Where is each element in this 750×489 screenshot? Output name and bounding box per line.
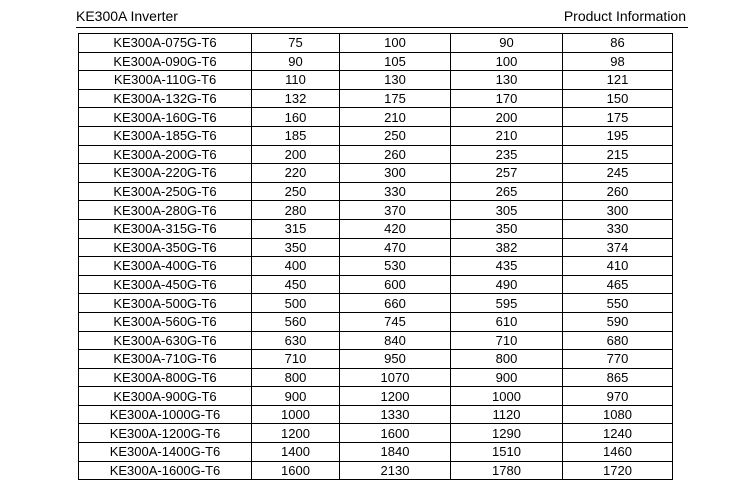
value-cell-4: 150 [563, 89, 673, 108]
value-cell-4: 550 [563, 294, 673, 313]
value-cell-3: 90 [451, 34, 563, 53]
value-cell-1: 200 [252, 145, 340, 164]
value-cell-2: 105 [340, 52, 451, 71]
value-cell-2: 130 [340, 71, 451, 90]
value-cell-4: 865 [563, 368, 673, 387]
page-header [76, 8, 688, 28]
value-cell-2: 530 [340, 257, 451, 276]
value-cell-2: 420 [340, 219, 451, 238]
model-spec-table [78, 33, 673, 480]
table-row [79, 350, 673, 369]
value-cell-4: 1240 [563, 424, 673, 443]
value-cell-2: 175 [340, 89, 451, 108]
value-cell-1: 560 [252, 312, 340, 331]
model-cell: KE300A-800G-T6 [79, 368, 252, 387]
table-row [79, 164, 673, 183]
value-cell-3: 235 [451, 145, 563, 164]
value-cell-3: 257 [451, 164, 563, 183]
value-cell-2: 1200 [340, 387, 451, 406]
value-cell-3: 210 [451, 126, 563, 145]
value-cell-4: 175 [563, 108, 673, 127]
model-cell: KE300A-220G-T6 [79, 164, 252, 183]
model-cell: KE300A-900G-T6 [79, 387, 252, 406]
value-cell-4: 245 [563, 164, 673, 183]
value-cell-4: 410 [563, 257, 673, 276]
value-cell-2: 840 [340, 331, 451, 350]
value-cell-2: 600 [340, 275, 451, 294]
value-cell-2: 2130 [340, 461, 451, 480]
value-cell-1: 630 [252, 331, 340, 350]
value-cell-3: 100 [451, 52, 563, 71]
model-cell: KE300A-630G-T6 [79, 331, 252, 350]
table-row [79, 294, 673, 313]
table-row [79, 387, 673, 406]
value-cell-1: 1000 [252, 405, 340, 424]
model-cell: KE300A-1600G-T6 [79, 461, 252, 480]
model-cell: KE300A-560G-T6 [79, 312, 252, 331]
value-cell-2: 1840 [340, 443, 451, 462]
value-cell-1: 132 [252, 89, 340, 108]
model-cell: KE300A-1000G-T6 [79, 405, 252, 424]
table-row [79, 89, 673, 108]
value-cell-1: 250 [252, 182, 340, 201]
value-cell-3: 1780 [451, 461, 563, 480]
model-cell: KE300A-315G-T6 [79, 219, 252, 238]
section-title: Product Information [563, 8, 686, 24]
value-cell-2: 470 [340, 238, 451, 257]
value-cell-4: 1720 [563, 461, 673, 480]
model-cell: KE300A-200G-T6 [79, 145, 252, 164]
value-cell-3: 1000 [451, 387, 563, 406]
value-cell-1: 450 [252, 275, 340, 294]
value-cell-2: 1600 [340, 424, 451, 443]
table-row [79, 443, 673, 462]
value-cell-3: 710 [451, 331, 563, 350]
value-cell-2: 250 [340, 126, 451, 145]
value-cell-4: 260 [563, 182, 673, 201]
value-cell-1: 1200 [252, 424, 340, 443]
value-cell-4: 680 [563, 331, 673, 350]
value-cell-3: 350 [451, 219, 563, 238]
value-cell-3: 490 [451, 275, 563, 294]
model-cell: KE300A-450G-T6 [79, 275, 252, 294]
model-cell: KE300A-250G-T6 [79, 182, 252, 201]
value-cell-3: 800 [451, 350, 563, 369]
value-cell-3: 200 [451, 108, 563, 127]
value-cell-4: 1080 [563, 405, 673, 424]
value-cell-2: 210 [340, 108, 451, 127]
value-cell-2: 370 [340, 201, 451, 220]
model-cell: KE300A-110G-T6 [79, 71, 252, 90]
value-cell-2: 950 [340, 350, 451, 369]
table-row [79, 108, 673, 127]
value-cell-1: 110 [252, 71, 340, 90]
table-row [79, 424, 673, 443]
value-cell-4: 98 [563, 52, 673, 71]
value-cell-1: 315 [252, 219, 340, 238]
value-cell-4: 1460 [563, 443, 673, 462]
value-cell-1: 90 [252, 52, 340, 71]
model-cell: KE300A-500G-T6 [79, 294, 252, 313]
value-cell-3: 1290 [451, 424, 563, 443]
value-cell-3: 305 [451, 201, 563, 220]
value-cell-4: 195 [563, 126, 673, 145]
model-cell: KE300A-075G-T6 [79, 34, 252, 53]
value-cell-3: 382 [451, 238, 563, 257]
value-cell-4: 374 [563, 238, 673, 257]
value-cell-3: 1510 [451, 443, 563, 462]
value-cell-2: 300 [340, 164, 451, 183]
value-cell-3: 595 [451, 294, 563, 313]
value-cell-1: 400 [252, 257, 340, 276]
model-cell: KE300A-350G-T6 [79, 238, 252, 257]
value-cell-3: 265 [451, 182, 563, 201]
value-cell-2: 260 [340, 145, 451, 164]
model-cell: KE300A-400G-T6 [79, 257, 252, 276]
model-cell: KE300A-710G-T6 [79, 350, 252, 369]
value-cell-4: 330 [563, 219, 673, 238]
value-cell-4: 121 [563, 71, 673, 90]
header-divider [76, 27, 688, 28]
value-cell-1: 1600 [252, 461, 340, 480]
table-row [79, 312, 673, 331]
table-row [79, 257, 673, 276]
model-cell: KE300A-1200G-T6 [79, 424, 252, 443]
value-cell-1: 500 [252, 294, 340, 313]
value-cell-4: 465 [563, 275, 673, 294]
table-row [79, 52, 673, 71]
value-cell-1: 280 [252, 201, 340, 220]
value-cell-1: 75 [252, 34, 340, 53]
value-cell-3: 435 [451, 257, 563, 276]
value-cell-1: 185 [252, 126, 340, 145]
value-cell-4: 770 [563, 350, 673, 369]
value-cell-4: 590 [563, 312, 673, 331]
value-cell-1: 800 [252, 368, 340, 387]
value-cell-2: 330 [340, 182, 451, 201]
value-cell-3: 610 [451, 312, 563, 331]
value-cell-3: 130 [451, 71, 563, 90]
table-row [79, 238, 673, 257]
table-row [79, 405, 673, 424]
model-cell: KE300A-132G-T6 [79, 89, 252, 108]
value-cell-3: 1120 [451, 405, 563, 424]
table-row [79, 219, 673, 238]
table-row [79, 34, 673, 53]
table-row [79, 275, 673, 294]
value-cell-2: 660 [340, 294, 451, 313]
value-cell-1: 710 [252, 350, 340, 369]
value-cell-4: 970 [563, 387, 673, 406]
model-cell: KE300A-185G-T6 [79, 126, 252, 145]
table-row [79, 71, 673, 90]
table-row [79, 201, 673, 220]
table-row [79, 182, 673, 201]
model-cell: KE300A-160G-T6 [79, 108, 252, 127]
value-cell-2: 1070 [340, 368, 451, 387]
document-title: KE300A Inverter [76, 8, 178, 24]
value-cell-4: 215 [563, 145, 673, 164]
value-cell-4: 86 [563, 34, 673, 53]
value-cell-1: 1400 [252, 443, 340, 462]
model-cell: KE300A-280G-T6 [79, 201, 252, 220]
value-cell-4: 300 [563, 201, 673, 220]
table-row [79, 368, 673, 387]
model-cell: KE300A-090G-T6 [79, 52, 252, 71]
value-cell-1: 900 [252, 387, 340, 406]
value-cell-2: 1330 [340, 405, 451, 424]
value-cell-1: 160 [252, 108, 340, 127]
table-row [79, 145, 673, 164]
value-cell-2: 100 [340, 34, 451, 53]
table-row [79, 331, 673, 350]
value-cell-2: 745 [340, 312, 451, 331]
value-cell-1: 350 [252, 238, 340, 257]
table-row [79, 461, 673, 480]
value-cell-3: 170 [451, 89, 563, 108]
value-cell-1: 220 [252, 164, 340, 183]
model-cell: KE300A-1400G-T6 [79, 443, 252, 462]
table-row [79, 126, 673, 145]
value-cell-3: 900 [451, 368, 563, 387]
